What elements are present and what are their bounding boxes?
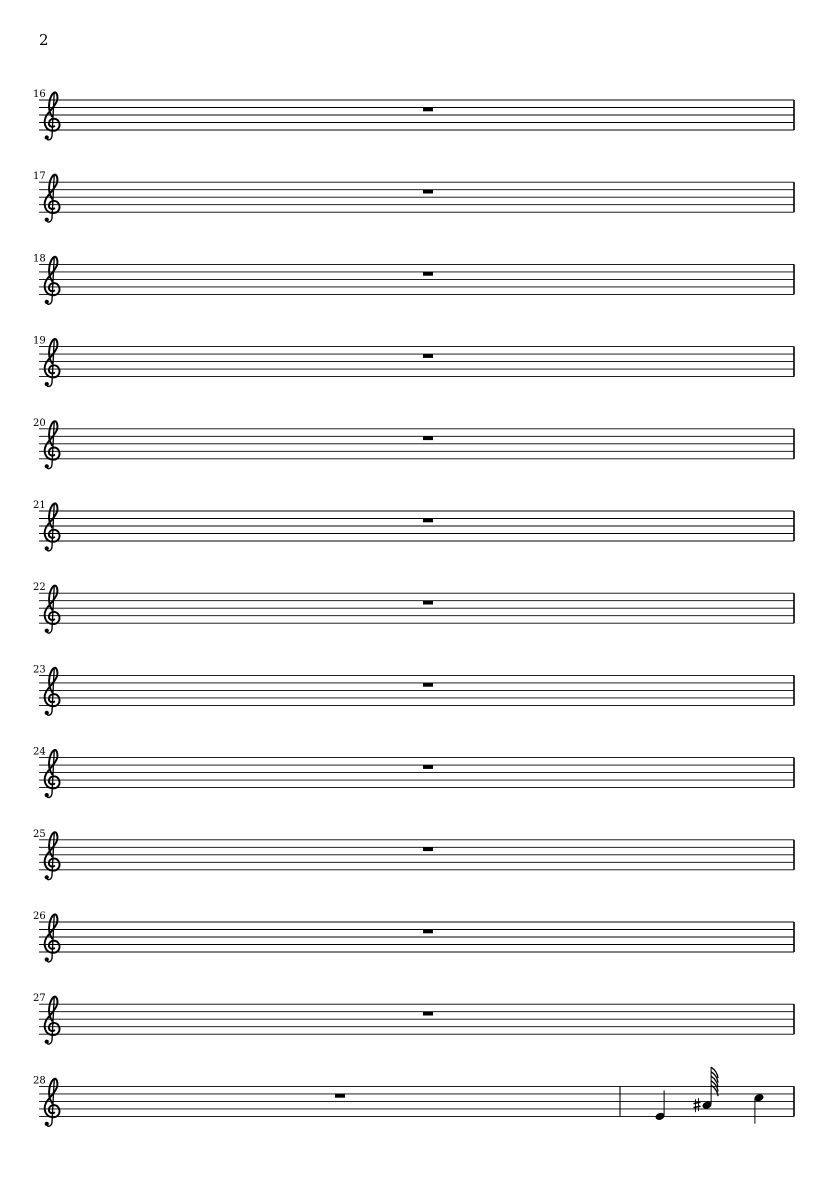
clef-dot	[45, 793, 49, 797]
treble-clef-icon	[45, 175, 60, 222]
staff-system	[33, 664, 794, 715]
measure-number: 16	[33, 89, 46, 100]
treble-clef-icon	[45, 421, 60, 468]
measure-number: 26	[33, 911, 46, 922]
clef-dot	[45, 711, 49, 715]
whole-rest	[423, 108, 433, 112]
treble-clef-icon	[45, 914, 60, 961]
whole-rest	[423, 354, 433, 358]
whole-rest	[423, 272, 433, 276]
treble-clef-icon	[45, 339, 60, 386]
staff-system	[33, 993, 794, 1044]
clef-dot	[45, 218, 49, 222]
clef-dot	[45, 300, 49, 304]
treble-clef-icon	[45, 668, 60, 715]
measure-number: 23	[33, 664, 46, 676]
page-number: 2	[39, 31, 49, 49]
treble-clef-icon	[45, 832, 60, 879]
treble-clef-icon	[45, 503, 60, 550]
note	[694, 1067, 719, 1112]
measure-number: 28	[33, 1075, 46, 1087]
whole-rest	[423, 930, 433, 934]
staff-system	[33, 336, 794, 387]
clef-dot	[45, 957, 49, 961]
whole-rest	[423, 519, 433, 523]
staff-system	[33, 582, 794, 633]
staff-system	[33, 747, 794, 798]
whole-rest	[423, 190, 433, 194]
note	[655, 1090, 666, 1121]
treble-clef-icon	[45, 92, 60, 139]
sharp-stroke	[694, 1102, 701, 1104]
measure-number: 20	[33, 417, 46, 429]
measure-number: 24	[33, 746, 46, 758]
measure-number: 25	[33, 828, 46, 840]
whole-rest	[423, 765, 433, 769]
staff-system	[33, 1067, 794, 1126]
measure-number: 19	[33, 335, 46, 347]
clef-dot	[45, 1122, 49, 1126]
whole-rest	[335, 1094, 345, 1098]
clef-dot	[45, 464, 49, 468]
measure-number: 22	[33, 582, 46, 594]
clef-dot	[45, 875, 49, 879]
clef-dot	[45, 629, 49, 633]
treble-clef-icon	[45, 997, 60, 1044]
measure-number: 18	[33, 253, 46, 265]
clef-dot	[45, 135, 49, 139]
whole-rest	[423, 436, 433, 440]
measure-number: 21	[33, 500, 46, 511]
measure-number: 17	[33, 171, 46, 183]
treble-clef-icon	[45, 750, 60, 797]
treble-clef-icon	[45, 1079, 60, 1126]
whole-rest	[423, 847, 433, 851]
whole-rest	[423, 601, 433, 605]
clef-dot	[45, 382, 49, 386]
staff-system	[33, 829, 794, 880]
staff-system	[33, 171, 794, 222]
clef-dot	[45, 1040, 49, 1044]
clef-dot	[45, 546, 49, 550]
staff-system	[33, 89, 794, 140]
staff-system	[33, 911, 794, 962]
measure-number: 27	[33, 993, 46, 1005]
staff-system	[33, 418, 794, 469]
sharp-stroke	[694, 1106, 701, 1108]
treble-clef-icon	[45, 586, 60, 633]
staff-system	[33, 500, 794, 551]
whole-rest	[423, 1012, 433, 1016]
note	[754, 1093, 765, 1124]
staff-system	[33, 253, 794, 304]
whole-rest	[423, 683, 433, 687]
treble-clef-icon	[45, 257, 60, 304]
